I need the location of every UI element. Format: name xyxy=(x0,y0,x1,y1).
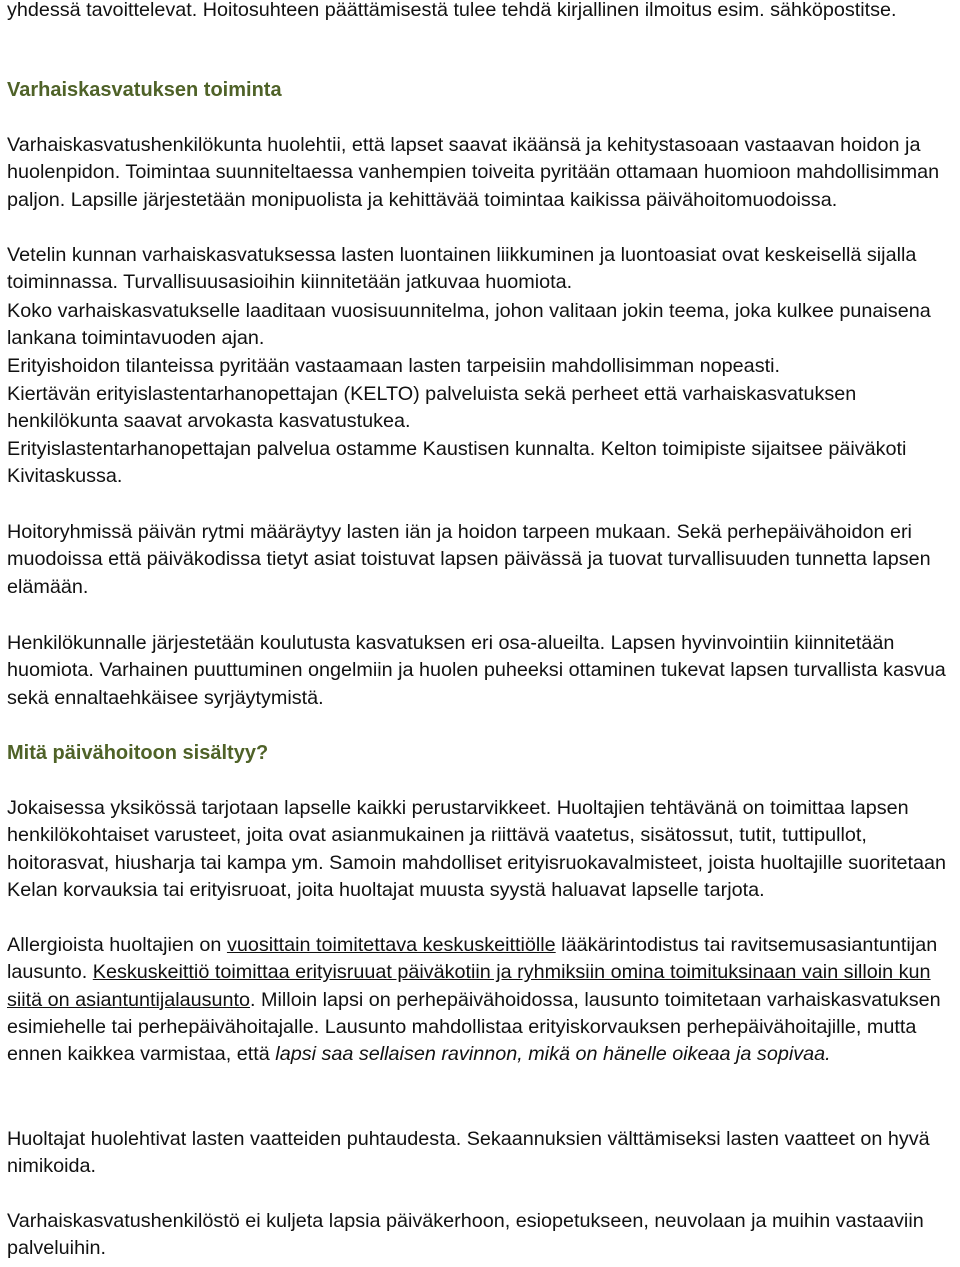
keskuskeittio-link: vuosittain toimitettava keskuskeittiölle xyxy=(226,934,556,956)
paragraph-kaustinen: Erityislastentarhanopettajan palvelua ostamme Kaustisen kunnalta. Kelton toimipiste sijaitsee päiväkoti Kivitaskussa. xyxy=(7,438,907,488)
paragraph-allergiat xyxy=(7,932,955,1068)
section-heading-paivahoito: Mitä päivähoitoon sisältyy? xyxy=(7,742,269,764)
allergy-emphasis: lapsi saa sellaisen ravinnon, mikä on hänelle oikeaa ja sopivaa. xyxy=(275,1043,831,1066)
paragraph-perustarvikkeet: Jokaisessa yksikössä tarjotaan lapselle kaikki perustarvikkeet. Huoltajien tehtävänä on toimittaa lapsen henkilökohtaiset varusteet, joita ovat asianmukainen ja riittävä vaatetus, sisätossut, tutit, tuttipullot, hoitorasvat, hiusharja tai kampa ym. Samoin mahdolliset erityisruokavalmisteet, joista huoltajille suoritetaan Kelan korvauksia tai erityisruoat, joita huoltajat muusta syystä haluavat lapselle tarjota. xyxy=(7,797,946,901)
section-heading-varhaiskasvatus: Varhaiskasvatuksen toiminta xyxy=(7,79,282,101)
paragraph-rytmi: Hoitoryhmissä päivän rytmi määräytyy lasten iän ja hoidon tarpeen mukaan. Sekä perhepäivähoidon eri muodoissa että päiväkodissa tietyt asiat toistuvat lapsen päivässä ja tuovat turvallisuuden tunnetta lapsen elämään. xyxy=(7,521,931,598)
paragraph-erityishoito: Erityishoidon tilanteissa pyritään vastaamaan lasten tarpeisiin mahdollisimman nopeasti. xyxy=(7,355,780,377)
paragraph-koulutus: Henkilökunnalle järjestetään koulutusta kasvatuksen eri osa-alueilta. Lapsen hyvinvointiin kiinnitetään huomiota. Varhainen puuttuminen ongelmiin ja huolen puheeksi ottaminen tukevat lapsen turvallista kasvua sekä ennaltaehkäisee syrjäytymistä. xyxy=(7,632,946,709)
intro-paragraph: yhdessä tavoittelevat. Hoitosuhteen päättämisestä tulee tehdä kirjallinen ilmoitus esim. sähköpostitse. xyxy=(7,0,897,21)
allergy-text-1: Allergioista huoltajien on xyxy=(7,934,227,956)
paragraph-luonto: Vetelin kunnan varhaiskasvatuksessa lasten luontainen liikkuminen ja luontoasiat ovat keskeisellä sijalla toiminnassa. Turvallisuusasioihin kiinnitetään jatkuvaa huomiota. xyxy=(7,244,917,294)
paragraph-vaatteet: Huoltajat huolehtivat lasten vaatteiden puhtaudesta. Sekaannuksien välttämiseksi lasten vaatteet on hyvä nimikoida. xyxy=(7,1128,930,1178)
allergy-text-2: lääkärintodistus tai ravitsemusasiantuntijan lausunto. xyxy=(7,934,938,984)
paragraph-kelto: Kiertävän erityislastentarhanopettajan (KELTO) palveluista sekä perheet että varhaiskasvatuksen henkilökunta saavat arvokasta kasvatustukea. xyxy=(7,383,857,433)
paragraph-vuosisuunnitelma: Koko varhaiskasvatukselle laaditaan vuosisuunnitelma, johon valitaan jokin teema, joka kulkee punaisena lankana toimintavuoden ajan. xyxy=(7,300,931,350)
erityisruuat-link: Keskuskeittiö toimittaa erityisruuat päiväkotiin ja ryhmiksiin omina toimituksinaan vain silloin kun siitä on asiantuntijalausunto xyxy=(7,961,931,1011)
allergy-text-3: . Milloin lapsi on perhepäivähoidossa, lausunto toimitetaan varhaiskasvatuksen esimiehelle tai perhepäivähoitajalle. Lausunto mahdollistaa erityiskorvauksen perhepäivähoitajille, mutta ennen kaikkea varmistaa, että xyxy=(7,988,941,1066)
paragraph-huolenpito: Varhaiskasvatushenkilökunta huolehtii, että lapset saavat ikäänsä ja kehitystasoaan vastaavan hoidon ja huolenpidon. Toimintaa suunniteltaessa vanhempien toiveita pyritään ottamaan huomioon mahdollisimman paljon. Lapsille järjestetään monipuolista ja kehittävää toimintaa kaikissa päivähoitomuodoissa. xyxy=(7,134,940,211)
paragraph-kuljetus: Varhaiskasvatushenkilöstö ei kuljeta lapsia päiväkerhoon, esiopetukseen, neuvolaan ja muihin vastaaviin palveluihin. xyxy=(7,1210,924,1260)
